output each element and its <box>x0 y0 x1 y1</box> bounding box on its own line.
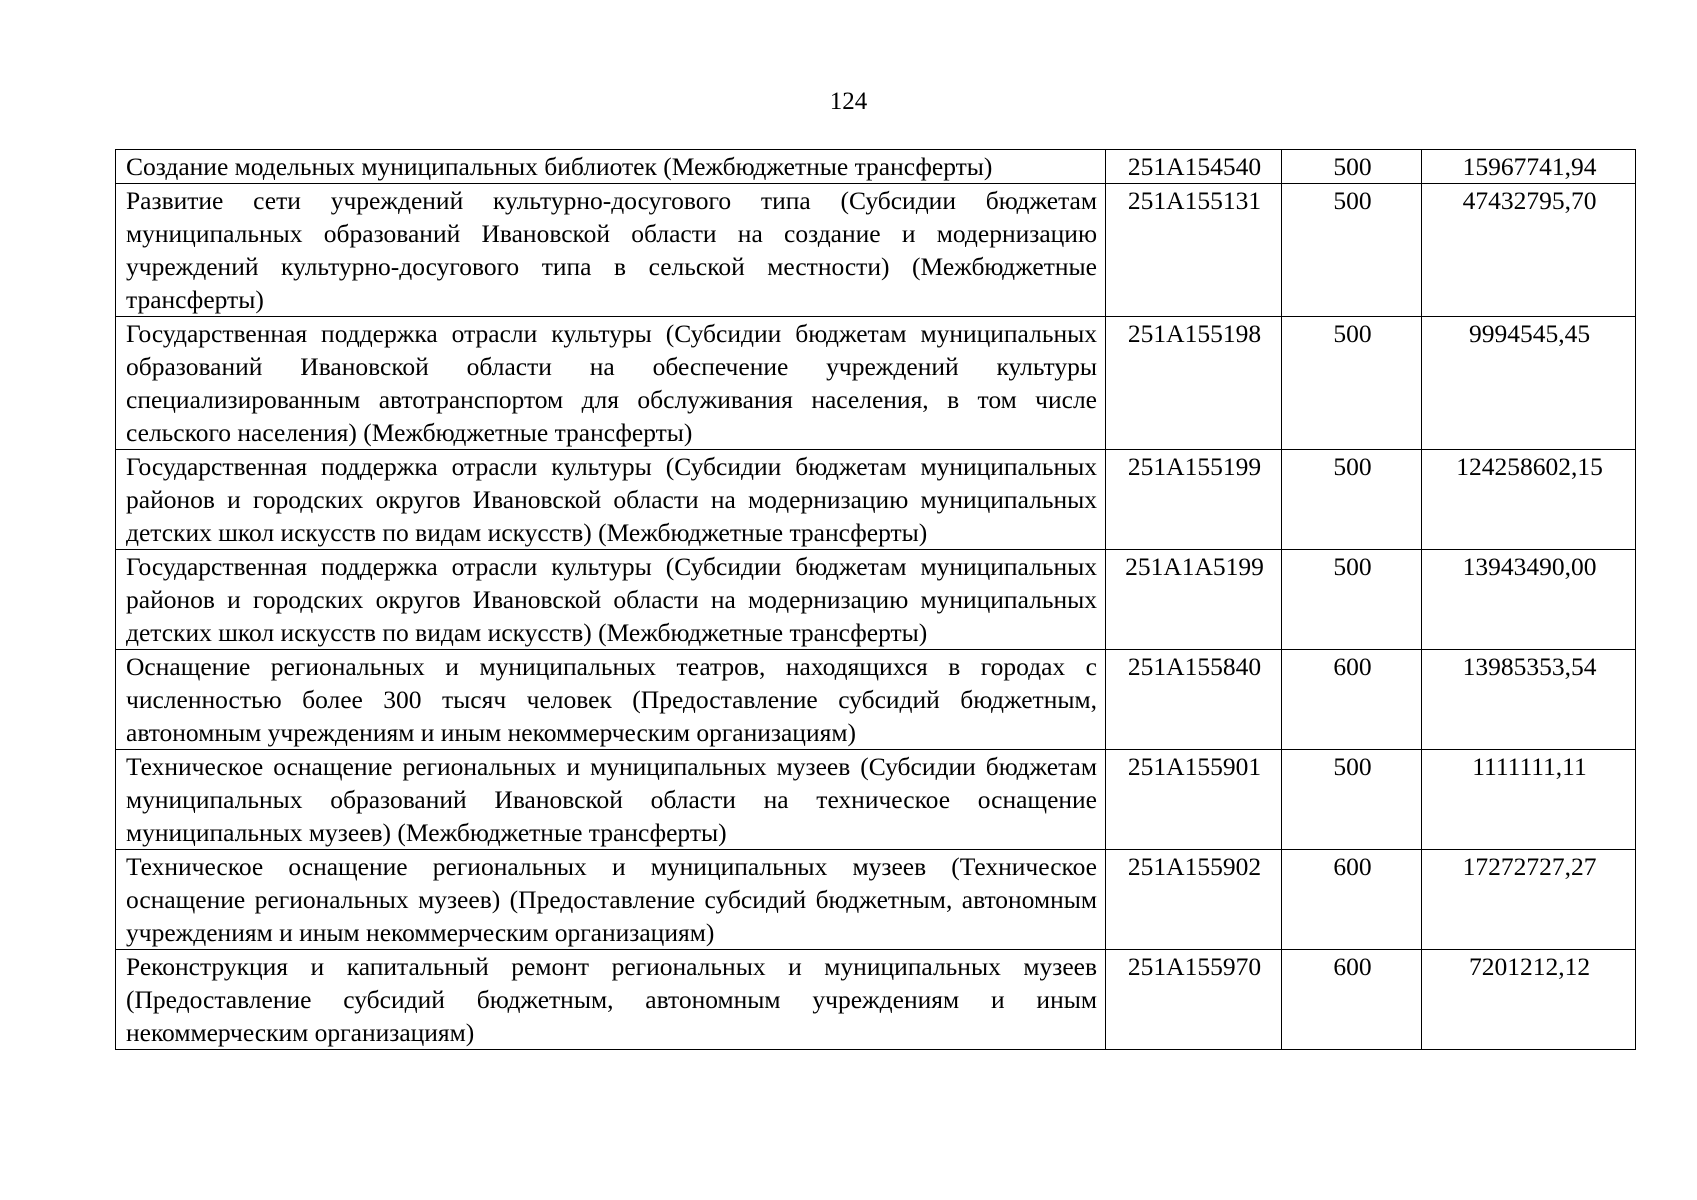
table-row <box>116 750 1636 850</box>
table-row <box>116 184 1636 317</box>
table-row <box>116 150 1636 184</box>
row-amount: 17272727,27 <box>1422 850 1636 950</box>
table-row <box>116 317 1636 450</box>
table-row <box>116 850 1636 950</box>
row-target-code: 251А155970 <box>1106 950 1282 1050</box>
row-target-code: 251А155901 <box>1106 750 1282 850</box>
table-row <box>116 650 1636 750</box>
row-target-code: 251А154540 <box>1106 150 1282 184</box>
row-expense-type: 500 <box>1282 550 1422 650</box>
budget-table <box>115 149 1636 1050</box>
row-amount: 13943490,00 <box>1422 550 1636 650</box>
row-expense-type: 500 <box>1282 150 1422 184</box>
table-row <box>116 450 1636 550</box>
table-row <box>116 550 1636 650</box>
row-expense-type: 600 <box>1282 850 1422 950</box>
row-expense-type: 500 <box>1282 184 1422 317</box>
row-target-code: 251А155902 <box>1106 850 1282 950</box>
row-description: Реконструкция и капитальный ремонт региональных и муниципальных музеев (Предоставление субсидий бюджетным, автономным учреждениям и иным некоммерческим организациям) <box>116 950 1106 1050</box>
row-description: Оснащение региональных и муниципальных театров, находящихся в городах с численностью более 300 тысяч человек (Предоставление субсидий бюджетным, автономным учреждениям и иным некоммерческим организациям) <box>116 650 1106 750</box>
row-amount: 47432795,70 <box>1422 184 1636 317</box>
row-target-code: 251А155198 <box>1106 317 1282 450</box>
row-target-code: 251А1А5199 <box>1106 550 1282 650</box>
row-target-code: 251А155199 <box>1106 450 1282 550</box>
row-expense-type: 600 <box>1282 950 1422 1050</box>
row-amount: 124258602,15 <box>1422 450 1636 550</box>
row-description: Государственная поддержка отрасли культуры (Субсидии бюджетам муниципальных образований Ивановской области на обеспечение учреждений культуры специализированным автотранспортом для обслуживания населения, в том числе сельского населения) (Межбюджетные трансферты) <box>116 317 1106 450</box>
row-expense-type: 500 <box>1282 450 1422 550</box>
row-expense-type: 500 <box>1282 317 1422 450</box>
row-amount: 7201212,12 <box>1422 950 1636 1050</box>
row-target-code: 251А155840 <box>1106 650 1282 750</box>
row-description: Государственная поддержка отрасли культуры (Субсидии бюджетам муниципальных районов и городских округов Ивановской области на модернизацию муниципальных детских школ искусств по видам искусств) (Межбюджетные трансферты) <box>116 450 1106 550</box>
row-description: Развитие сети учреждений культурно-досугового типа (Субсидии бюджетам муниципальных образований Ивановской области на создание и модернизацию учреждений культурно-досугового типа в сельской местности) (Межбюджетные трансферты) <box>116 184 1106 317</box>
row-description: Техническое оснащение региональных и муниципальных музеев (Субсидии бюджетам муниципальных образований Ивановской области на техническое оснащение муниципальных музеев) (Межбюджетные трансферты) <box>116 750 1106 850</box>
row-expense-type: 600 <box>1282 650 1422 750</box>
budget-table-body <box>116 150 1636 1050</box>
table-row <box>116 950 1636 1050</box>
row-description: Создание модельных муниципальных библиотек (Межбюджетные трансферты) <box>116 150 1106 184</box>
row-description: Государственная поддержка отрасли культуры (Субсидии бюджетам муниципальных районов и городских округов Ивановской области на модернизацию муниципальных детских школ искусств по видам искусств) (Межбюджетные трансферты) <box>116 550 1106 650</box>
row-amount: 15967741,94 <box>1422 150 1636 184</box>
row-expense-type: 500 <box>1282 750 1422 850</box>
row-target-code: 251А155131 <box>1106 184 1282 317</box>
row-amount: 1111111,11 <box>1422 750 1636 850</box>
row-amount: 9994545,45 <box>1422 317 1636 450</box>
page-number: 124 <box>829 88 868 115</box>
row-amount: 13985353,54 <box>1422 650 1636 750</box>
row-description: Техническое оснащение региональных и муниципальных музеев (Техническое оснащение региональных музеев) (Предоставление субсидий бюджетным, автономным учреждениям и иным некоммерческим организациям) <box>116 850 1106 950</box>
